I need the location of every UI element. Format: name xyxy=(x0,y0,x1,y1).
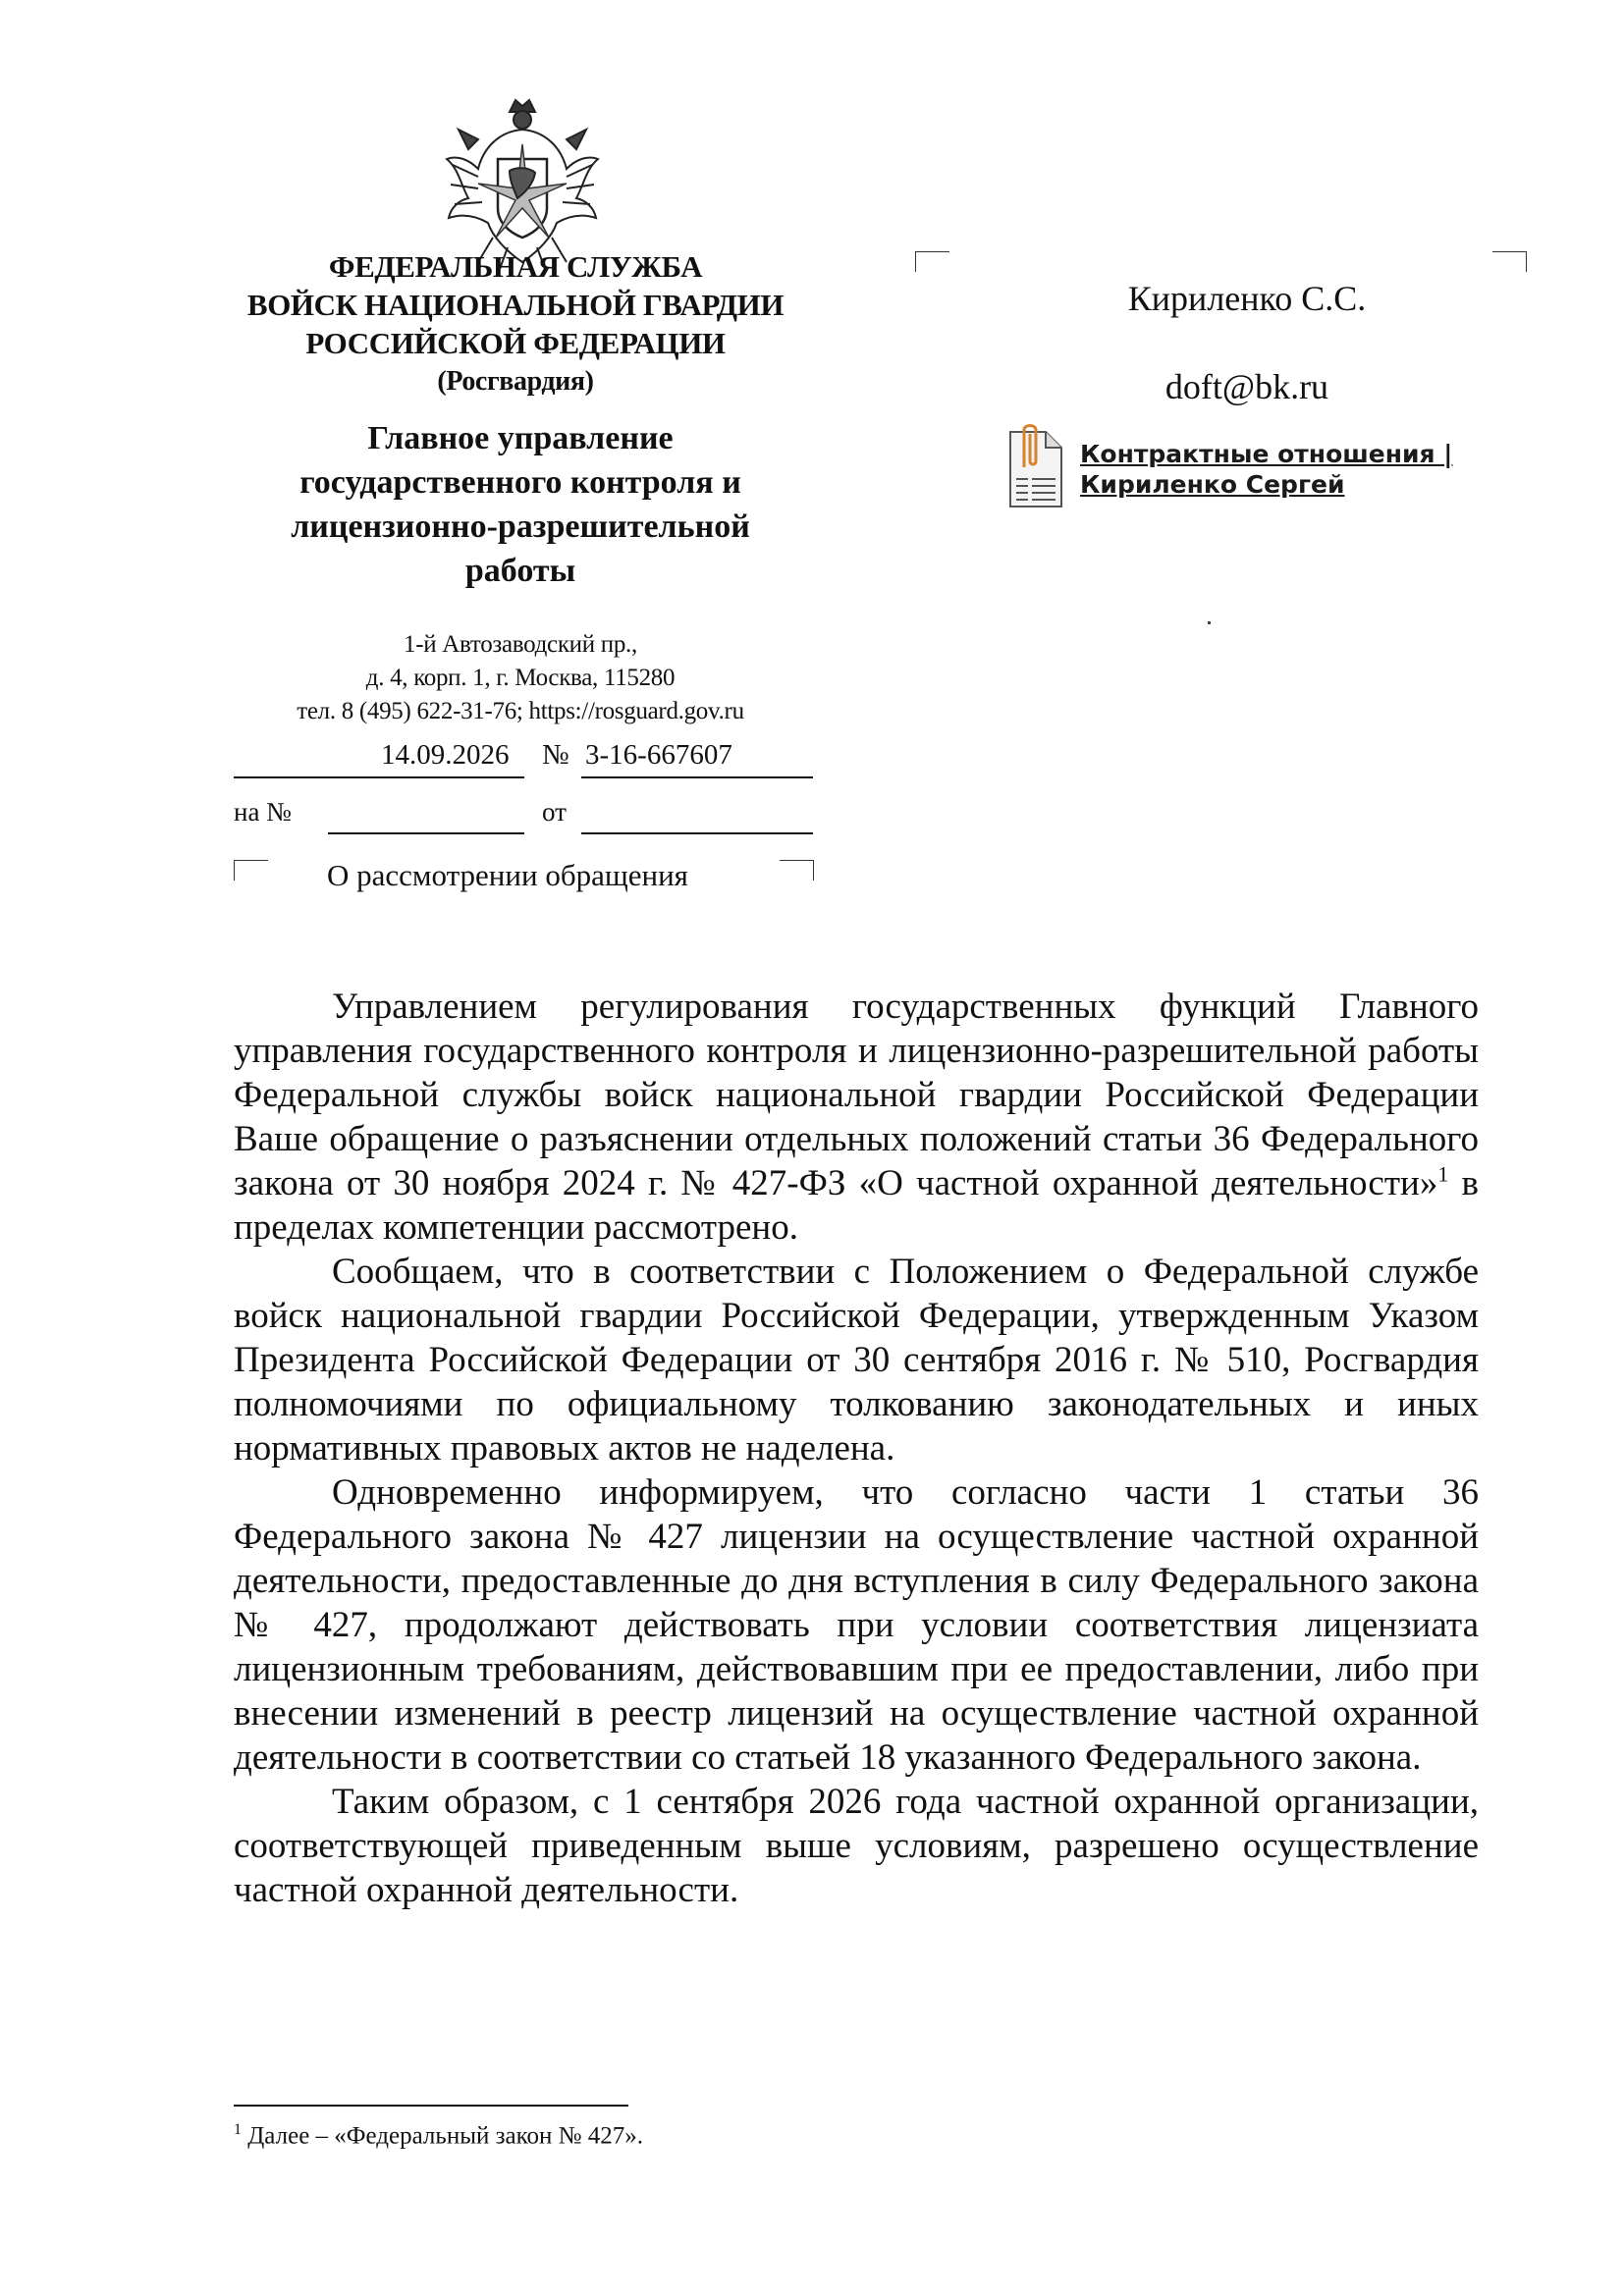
document-paperclip-icon xyxy=(1006,424,1065,510)
reference-number-underline xyxy=(328,832,524,834)
emblem-double-headed-eagle-icon xyxy=(439,90,606,272)
paragraph: Сообщаем, что в соответствии с Положением о Федеральной службе войск национальной гвардии Российской Федерации, утвержденным Указом Президента Российской Федерации от 30 сентября 2016 г. № 510, Росгвардия полномочиями по официальному толкованию законодательных и иных нормативных правовых актов не наделена. xyxy=(234,1252,1479,1468)
paragraph: Одновременно информируем, что согласно части 1 статьи 36 Федерального закона № 427 лицензии на осуществление частной охранной деятельности, предоставленные до дня вступления в силу Федерального закона № 427, продолжают действовать при условии соответствия лицензиата лицензионным требованиям, действовавшим при ее предоставлении, либо при внесении изменений в реестр лицензий на осуществление частной охранной деятельности в соответствии со статьей 18 указанного Федерального закона. xyxy=(234,1472,1479,1778)
addressee-corner-mark xyxy=(1492,251,1527,272)
address-line: д. 4, корп. 1, г. Москва, 115280 xyxy=(365,665,676,691)
dept-line: лицензионно-разрешительной xyxy=(291,508,750,545)
department-name xyxy=(226,416,815,593)
reference-number-label: на № xyxy=(234,797,292,827)
recipient-email: doft@bk.ru xyxy=(1164,367,1329,406)
org-line: ФЕДЕРАЛЬНАЯ СЛУЖБА xyxy=(328,249,703,284)
registration-date: 14.09.2026 xyxy=(381,739,510,771)
footnote-separator xyxy=(234,2105,628,2107)
registration-number-label: № xyxy=(542,739,569,771)
dept-line: государственного контроля и xyxy=(299,464,741,501)
paragraph: Управлением регулирования государственных функций Главного управления государственного контроля и лицензионно-разрешительной работы Федеральной службы войск национальной гвардии Российской Федерации Ваше обращение о разъяснении отдельных положений статьи 36 Федерального закона от 30 ноября 2024 г. № 427-ФЗ «О частной охранной деятельности»$^1$ в пределах компетенции рассмотрено. xyxy=(234,987,1479,1248)
org-line: ВОЙСК НАЦИОНАЛЬНОЙ ГВАРДИИ xyxy=(246,288,785,322)
address-contacts: тел. 8 (495) 622-31-76; https://rosguard.gov.ru xyxy=(297,698,744,724)
subject-corner-mark xyxy=(234,860,268,881)
registration-number: 3-16-667607 xyxy=(585,739,732,771)
organization-name xyxy=(216,247,815,400)
footnote-text: Далее – «Федеральный закон № 427». xyxy=(242,2122,643,2150)
dept-line: Главное управление xyxy=(367,420,674,456)
footnote-reference: 1 xyxy=(1437,1161,1449,1187)
recipient-name: Кириленко С.С. xyxy=(1127,279,1367,318)
org-short-name: (Росгвардия) xyxy=(437,366,594,397)
date-underline xyxy=(234,776,524,778)
reference-date-label: от xyxy=(542,797,567,827)
org-line: РОССИЙСКОЙ ФЕДЕРАЦИИ xyxy=(305,326,726,360)
letter-subject: О рассмотрении обращения xyxy=(327,858,688,892)
stray-dot xyxy=(1208,621,1211,624)
footnote-mark: 1 xyxy=(234,2121,242,2138)
letter-body xyxy=(234,985,1479,1912)
reference-date-underline xyxy=(581,832,813,834)
address-line: 1-й Автозаводский пр., xyxy=(404,631,637,658)
paragraph: Таким образом, с 1 сентября 2026 года частной охранной организации, соответствующей приведенным выше условиям, разрешено осуществление частной охранной деятельности. xyxy=(234,1782,1479,1910)
attachment-title[interactable]: Контрактные отношения | Кириленко Сергей xyxy=(1080,440,1453,499)
addressee-corner-mark xyxy=(915,251,949,272)
footnote xyxy=(234,2121,643,2150)
organization-address xyxy=(245,628,795,728)
dept-line: работы xyxy=(464,553,576,589)
subject-corner-mark xyxy=(780,860,814,881)
number-underline xyxy=(581,776,813,778)
